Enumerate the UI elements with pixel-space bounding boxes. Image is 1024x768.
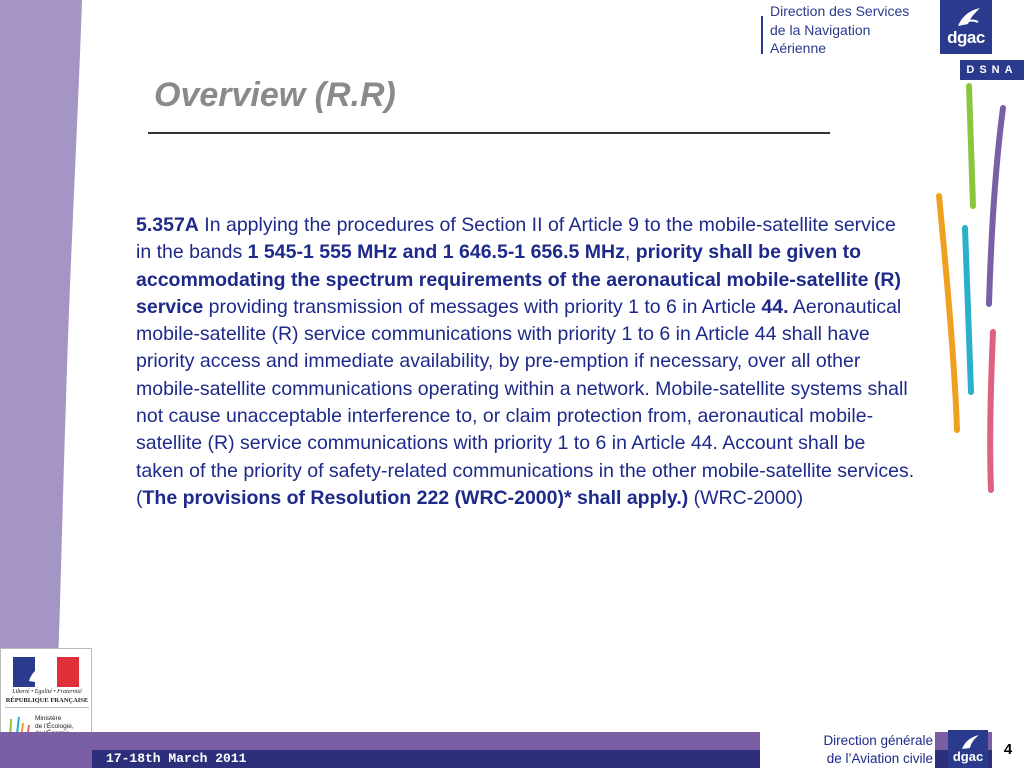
- ministry-motto: Liberté • Égalité • Fraternité: [12, 689, 82, 695]
- body-text-run: (WRC-2000): [688, 486, 804, 509]
- slide-title: Overview (R.R): [154, 76, 396, 114]
- body-paragraph: [136, 212, 916, 512]
- title-underline: [148, 132, 830, 134]
- decorative-stripes: [925, 78, 1024, 498]
- body-bold-run: priority shall be given to accommodating the spectrum requirements of the aeronautical mobile-satellite (R) service: [136, 241, 901, 318]
- footer-org-line2: de l’Aviation civile: [826, 751, 933, 766]
- body-bold-run: 1 545-1 555 MHz and 1 646.5-1 656.5 MHz: [247, 241, 625, 264]
- ministry-name: Ministère de l’Écologie,: [35, 715, 74, 730]
- stripe-green: [969, 86, 973, 206]
- republique-francaise: RÉPUBLIQUE FRANÇAISE: [5, 697, 89, 704]
- dsna-banner: [960, 60, 1024, 80]
- header-org-line2: de la Navigation: [770, 21, 871, 38]
- body-text-run: In applying the procedures of Section II of Article 9 to the mobile-satellite service in the bands: [136, 214, 896, 264]
- body-text-run: providing transmission of messages with priority 1 to 6 in Article: [203, 295, 762, 318]
- body-bold-run: The provisions of Resolution 222 (WRC-2000)* shall apply.): [142, 486, 689, 509]
- dgac-logo-text: dgac: [947, 28, 985, 47]
- dsna-label: DSNA: [966, 64, 1018, 76]
- footer-org-line1: Direction générale: [823, 733, 933, 748]
- stripe-pink: [990, 332, 993, 490]
- header-org-line3: Aérienne: [770, 40, 827, 56]
- stripe-teal: [965, 228, 971, 392]
- marianne-flag-icon: [13, 657, 79, 687]
- footer-dgac-text: dgac: [952, 749, 984, 764]
- header-org-name: [770, 2, 940, 58]
- body-bold-run: 44.: [761, 295, 789, 318]
- body-text-run: ,: [624, 241, 636, 264]
- body-bold-run: 5.357A: [136, 214, 199, 236]
- header-divider: [761, 16, 763, 54]
- stripe-purple: [989, 108, 1003, 304]
- footer-org-name: [760, 732, 935, 768]
- page-number: 4: [992, 732, 1024, 768]
- ministry-divider: [5, 707, 89, 708]
- footer-dgac-logo: [948, 730, 988, 768]
- footer-date: 17-18th March 2011: [106, 751, 247, 766]
- stripe-orange: [939, 196, 957, 430]
- header-org-line1: Direction des Services: [770, 3, 910, 19]
- dgac-logo: [940, 0, 992, 54]
- body-text-run: Aeronautical mobile-satellite (R) service communications with priority 1 to 6 in Article 44 shall have priority access and immediate availability, by pre-emption if necessary, over all other mobile-satellite communications operating within a network. Mobile-satellite systems shall not cause unacceptable interference to, or claim protection from, aeronautical mobile-satellite (R) service communications with priority 1 to 6 in Article 44. Account shall be taken of the priority of safety-related communications in the other mobile-satellite services. (: [136, 295, 915, 509]
